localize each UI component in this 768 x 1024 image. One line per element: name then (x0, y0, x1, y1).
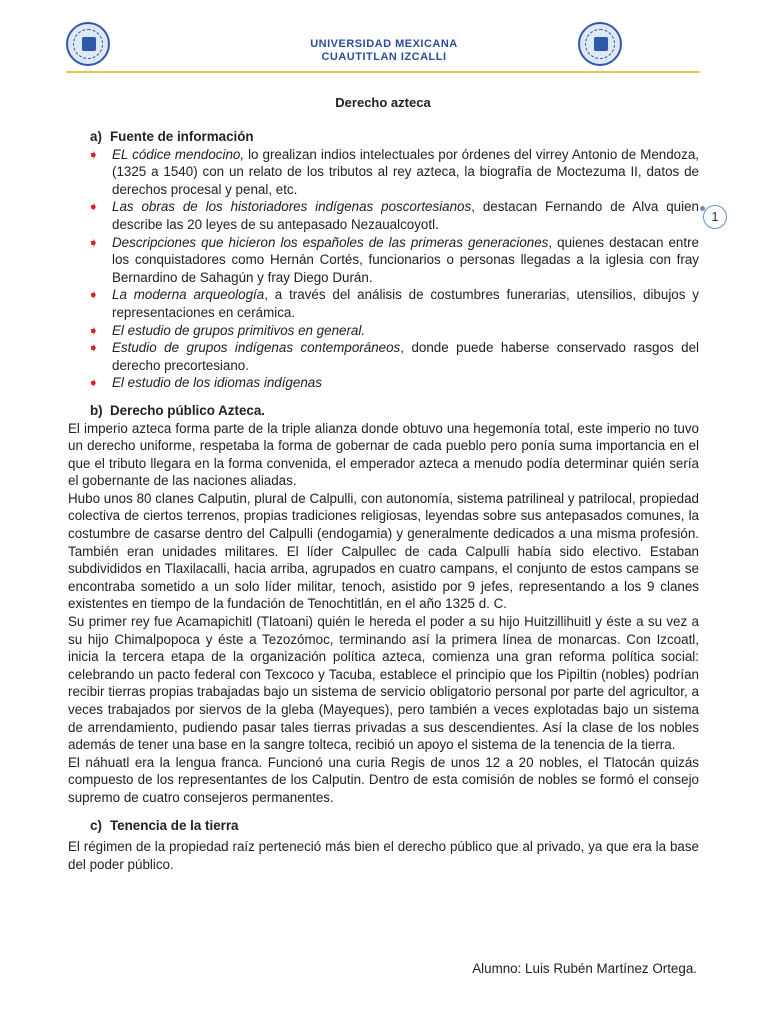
header-divider (66, 71, 700, 73)
paragraph: El imperio azteca forma parte de la triple alianza donde obtuvo una hegemonía total, este imperio no tuvo un derecho uniforme, respetaba la forma de gobernar de cada pueblo pero ponía suma importancia en el que el tributo llegara en la forma convenida, el emperador azteca a menudo podía determinar quién sería el gobernante de las naciones aliadas. (68, 420, 699, 489)
list-item-text: , a través del análisis de costumbres funerarias, utensilios, dibujos y representaciones en cerámica. (112, 287, 700, 320)
list-item-emphasis: El estudio de los idiomas indígenas (112, 375, 322, 391)
comment-badge[interactable]: 1 (703, 205, 727, 229)
section-c-heading (90, 817, 699, 835)
list-item (112, 198, 699, 233)
list-item (112, 374, 699, 392)
list-item-text: , quienes destacan entre los conquistadores como Hernán Cortés, funcionarios o personas llegadas a la iglesia con fray Bernardino de Sahagún y fray Diego Durán. (112, 234, 699, 285)
list-item-emphasis: EL códice mendocino, (112, 146, 245, 162)
paragraph: El régimen de la propiedad raíz perteneció más bien el derecho público que al privado, ya que era la base del poder público. (68, 839, 699, 872)
paragraph: El náhuatl era la lengua franca. Funcionó una curia Regis de unos 12 a 20 nobles, el Tlatocán quizás compuesto de los representantes de los Calputin. Dentro de esta comisión de nobles se formó el consejo supremo de cuatro consejeros permanentes. (68, 754, 699, 805)
document-title: Derecho azteca (335, 95, 431, 110)
list-item-emphasis: La moderna arqueología (112, 287, 265, 303)
list-item-emphasis: Descripciones que hicieron los españoles de las primeras generaciones (112, 234, 549, 250)
list-item (112, 286, 699, 321)
section-b-heading (90, 402, 699, 420)
paragraph: Hubo unos 80 clanes Calputin, plural de Calpulli, con autonomía, sistema patrilineal y patrilocal, propiedad colectiva de ciertos terrenos, propias tradiciones religiosas, leyendas sobre sus antepasados comunes, la costumbre de casarse dentro del Calpulli (endogamia) y generalmente dedicados a una misma profesión. También eran unidades militares. El líder Calpullec de cada Calpulli había sido electivo. Estaban subdivididos en Tlaxilacalli, hacia arriba, agrupados en cuatro campans, el conjunto de estos campans se encontraba sometido a un solo líder militar, tenoch, asistido por 9 jefes, representando a los 9 clanes existentes en tiempo de la fundación de Tenochtitlán, en el año 1325 d. C. (68, 490, 699, 612)
university-seal-right (578, 22, 622, 66)
section-b-marker: b) (90, 402, 103, 418)
paragraph: Su primer rey fue Acamapichitl (Tlatoani) quién le hereda el poder a su hijo Huitzillihuitl y éste a su vez a su hijo Chimalpopoca y éste a Tezozómoc, terminando así la primera línea de monarcas. Con Izcoatl, inicia la tercera etapa de la organización política azteca, comienza una gran reforma política social: celebrando un pacto federal con Texcoco y Tacuba, establece el principio que los Pipiltin (nobles) podrían recibir tierras propias trabajadas bajo un sistema de servicio obligatorio personal por parte del agricultor, a veces trabajados por siervos de la gleba (Mayeques), pero también a veces explotadas bajo un sistema de arrendamiento, pudiendo pasar tales tierras privadas a sus descendientes. Así la clase de los nobles además de tener una base en la sangre tolteca, recibió un apoyo el sistema de la tenencia de la tierra. (68, 614, 699, 753)
sources-list (68, 146, 699, 392)
list-item-text: , destacan Fernando de Alva quien describe las 20 leyes de su antepasado Nezaualcoyotl. (112, 199, 699, 232)
list-item (112, 146, 699, 199)
university-name: UNIVERSIDAD MEXICANA (310, 38, 458, 50)
section-b-title: Derecho público Azteca. (110, 402, 266, 418)
list-item-emphasis: El estudio de grupos primitivos en general. (112, 322, 366, 338)
university-seal-left (66, 22, 110, 66)
document-body (68, 128, 699, 873)
section-c-title: Tenencia de la tierra (110, 817, 239, 833)
list-item-emphasis: Estudio de grupos indígenas contemporáneos (112, 340, 401, 356)
list-item-emphasis: Las obras de los historiadores indígenas poscortesianos (112, 199, 472, 215)
list-item-text: lo grealizan indios intelectuales por órdenes del virrey Antonio de Mendoza, (1325 a 1540) con un relato de los tributos al rey azteca, la biografía de Moctezuma II, datos de derechos procesal y penal, etc. (112, 146, 699, 197)
section-a-marker: a) (90, 129, 102, 144)
section-a-title: Fuente de información (110, 129, 254, 144)
campus-name: CUAUTITLAN IZCALLI (321, 51, 447, 63)
section-a-heading (90, 128, 699, 146)
list-item (112, 339, 699, 374)
section-c-marker: c) (90, 817, 102, 833)
university-header (200, 38, 568, 64)
list-item (112, 234, 699, 287)
list-item (112, 322, 699, 340)
author-line: Alumno: Luis Rubén Martínez Ortega. (472, 961, 697, 976)
list-item-text: , donde puede haberse conservado rasgos del derecho precortesiano. (112, 340, 699, 373)
